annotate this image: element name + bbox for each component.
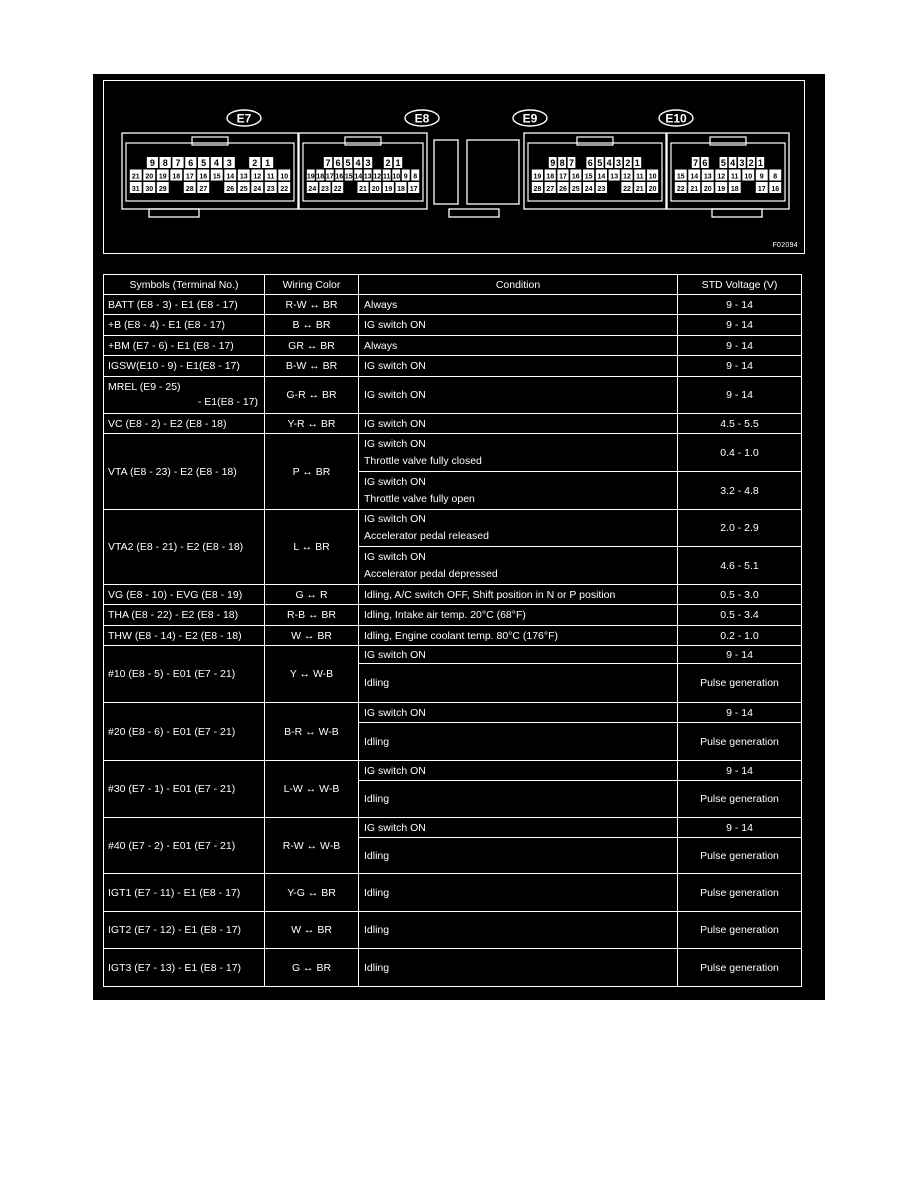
pin-number: 3 (365, 157, 371, 168)
pin-number: 18 (730, 185, 739, 193)
condition-line: IG switch ON (364, 513, 426, 525)
pin-number: 22 (333, 185, 342, 193)
voltage-cell: 9 - 14 (678, 703, 802, 723)
pin-number: 19 (717, 185, 726, 193)
pin-number: 16 (571, 173, 580, 181)
pin-number: 5 (201, 157, 207, 168)
table-row (104, 818, 802, 838)
pin-number: 14 (690, 173, 699, 181)
symbol-cell: BATT (E8 - 3) - E1 (E8 - 17) (104, 295, 265, 315)
pin-number: 13 (610, 173, 619, 181)
pin-number: 17 (559, 173, 567, 181)
condition-cell: IG switch ON (359, 761, 678, 781)
voltage-cell: 2.0 - 2.9 (678, 510, 802, 547)
pin-number: 10 (648, 173, 657, 181)
voltage-cell: 4.5 - 5.5 (678, 414, 802, 434)
pin-number: 12 (373, 173, 382, 181)
condition-cell: IG switch ON (359, 315, 678, 336)
table-row (104, 336, 802, 356)
housing-key (192, 137, 228, 145)
pin-number: 16 (199, 173, 208, 181)
table-row (104, 414, 802, 434)
ecm-connector-diagram (103, 80, 805, 254)
symbol-cell: VG (E8 - 10) - EVG (E8 - 19) (104, 585, 265, 605)
condition-cell: Idling (359, 874, 678, 912)
condition-line: Throttle valve fully closed (364, 454, 482, 467)
condition-cell: Idling (359, 781, 678, 818)
pin-number: 1 (757, 157, 763, 168)
pin-number: 31 (131, 185, 140, 193)
pin-number: 11 (636, 173, 644, 181)
condition-cell: IG switch ON (359, 646, 678, 664)
pin-number: 18 (316, 173, 325, 181)
wiring-color-cell: W ↔ BR (265, 912, 359, 949)
condition-line: Accelerator pedal depressed (364, 567, 498, 580)
pin-number: 10 (280, 173, 289, 181)
table-row (104, 510, 802, 547)
voltage-cell: 9 - 14 (678, 761, 802, 781)
condition-cell: IG switch ON (359, 818, 678, 838)
wiring-color-cell: R-B ↔ BR (265, 605, 359, 626)
pin-number: 13 (703, 173, 712, 181)
figure-code: F02094 (772, 242, 798, 249)
pin-number: 13 (239, 173, 248, 181)
pin-number: 20 (703, 185, 712, 193)
blank-module (434, 140, 458, 204)
pin-number: 19 (384, 185, 393, 193)
pin-number: 7 (175, 157, 181, 168)
table-row (104, 315, 802, 336)
table-row (104, 377, 802, 414)
symbol-cell: +B (E8 - 4) - E1 (E8 - 17) (104, 315, 265, 336)
pin-number: 28 (533, 185, 542, 193)
pin-number: 11 (267, 173, 275, 181)
wiring-color-cell: Y-G ↔ BR (265, 874, 359, 912)
voltage-cell: 9 - 14 (678, 315, 802, 336)
symbol-cell: VTA2 (E8 - 21) - E2 (E8 - 18) (104, 510, 265, 585)
pin-number: 7 (568, 157, 575, 168)
pin-number: 25 (239, 185, 248, 193)
pin-number: 21 (359, 185, 367, 193)
pin-number: 16 (771, 185, 780, 193)
pin-number: 29 (158, 185, 167, 193)
pin-number: 16 (335, 173, 344, 181)
connector-drawing (104, 81, 804, 253)
pin-number: 2 (252, 157, 258, 168)
condition-cell: Idling (359, 723, 678, 761)
voltage-cell: 9 - 14 (678, 295, 802, 315)
pin-number: 23 (597, 185, 606, 193)
symbol-cell: IGT3 (E7 - 13) - E1 (E8 - 17) (104, 949, 265, 987)
pin-number: 2 (748, 157, 754, 168)
table-row (104, 356, 802, 377)
condition-cell: IG switch ON (359, 377, 678, 414)
pin-number: 6 (188, 157, 194, 168)
condition-cell (359, 472, 678, 510)
voltage-cell: 9 - 14 (678, 646, 802, 664)
symbol-cell: IGT1 (E7 - 11) - E1 (E8 - 17) (104, 874, 265, 912)
pin-number: 5 (597, 157, 603, 168)
condition-cell: Idling (359, 912, 678, 949)
pin-number: 6 (587, 157, 593, 168)
pin-number: 17 (185, 173, 194, 181)
voltage-cell: 0.2 - 1.0 (678, 626, 802, 646)
condition-cell (359, 434, 678, 472)
pin-number: 9 (403, 173, 408, 181)
blank-module (467, 140, 519, 204)
pin-number: 7 (693, 157, 699, 168)
symbol-cell (104, 377, 265, 414)
table-row (104, 646, 802, 664)
condition-cell: Idling, Intake air temp. 20°C (68°F) (359, 605, 678, 626)
pin-number: 26 (226, 185, 235, 193)
condition-line: IG switch ON (364, 550, 426, 563)
pin-number: 21 (690, 185, 699, 193)
connector-label-e7: E7 (236, 111, 252, 126)
condition-cell: IG switch ON (359, 414, 678, 434)
voltage-cell: 3.2 - 4.8 (678, 472, 802, 510)
pin-number: 4 (730, 157, 736, 168)
pin-number: 8 (773, 173, 778, 181)
condition-line: Accelerator pedal released (364, 530, 489, 542)
pin-number: 9 (759, 173, 764, 181)
pin-number: 14 (354, 173, 363, 181)
pin-number: 24 (584, 185, 593, 193)
condition-cell (359, 547, 678, 585)
pin-number: 24 (308, 185, 317, 193)
symbol-cell: IGT2 (E7 - 12) - E1 (E8 - 17) (104, 912, 265, 949)
condition-line: Throttle valve fully open (364, 492, 475, 505)
condition-cell: Idling, A/C switch OFF, Shift position in N or P position (359, 585, 678, 605)
wiring-color-cell: Y-R ↔ BR (265, 414, 359, 434)
wiring-color-cell: G-R ↔ BR (265, 377, 359, 414)
pin-number: 22 (280, 185, 289, 193)
pin-number: 21 (635, 185, 644, 193)
header-std-voltage: STD Voltage (V) (678, 275, 802, 295)
pin-number: 1 (395, 157, 401, 168)
voltage-cell: 9 - 14 (678, 818, 802, 838)
pin-number: 4 (213, 157, 219, 168)
voltage-cell: Pulse generation (678, 664, 802, 703)
pin-number: 15 (676, 173, 685, 181)
pin-number: 18 (397, 185, 405, 193)
voltage-cell: Pulse generation (678, 874, 802, 912)
connector-label-e10: E10 (665, 111, 687, 126)
wiring-color-cell: G ↔ BR (265, 949, 359, 987)
pin-number: 4 (355, 157, 361, 168)
pin-number: 1 (634, 157, 640, 168)
pin-number: 2 (385, 157, 391, 168)
pin-number: 17 (757, 185, 766, 193)
symbol-line-1: MREL (E9 - 25) (108, 381, 181, 393)
pin-number: 26 (559, 185, 567, 193)
wiring-color-cell: G ↔ R (265, 585, 359, 605)
wiring-color-cell: B-W ↔ BR (265, 356, 359, 377)
pin-number: 14 (597, 173, 606, 181)
pin-number: 20 (648, 185, 657, 193)
table-row (104, 434, 802, 472)
wiring-color-cell: B-R ↔ W-B (265, 703, 359, 761)
symbol-cell: #30 (E7 - 1) - E01 (E7 - 21) (104, 761, 265, 818)
connector-label-e8: E8 (414, 111, 430, 126)
pin-number: 10 (392, 173, 401, 181)
voltage-cell: Pulse generation (678, 949, 802, 987)
pin-housing (671, 143, 785, 201)
pin-number: 19 (158, 173, 167, 181)
pin-number: 5 (345, 157, 351, 168)
pin-number: 4 (606, 157, 612, 168)
pin-number: 9 (149, 157, 155, 168)
pin-number: 3 (739, 157, 745, 168)
pin-number: 30 (145, 185, 154, 193)
condition-cell: Idling (359, 838, 678, 874)
pin-number: 2 (625, 157, 631, 168)
pin-number: 24 (253, 185, 262, 193)
condition-cell: IG switch ON (359, 703, 678, 723)
connector-latch (149, 209, 199, 217)
pin-number: 27 (546, 185, 555, 193)
wiring-color-cell: R-W ↔ W-B (265, 818, 359, 874)
table-row (104, 585, 802, 605)
symbol-cell: IGSW(E10 - 9) - E1(E8 - 17) (104, 356, 265, 377)
symbol-cell: VC (E8 - 2) - E2 (E8 - 18) (104, 414, 265, 434)
table-header-row (104, 275, 802, 295)
pin-number: 23 (266, 185, 275, 193)
symbol-cell: THW (E8 - 14) - E2 (E8 - 18) (104, 626, 265, 646)
voltage-cell: Pulse generation (678, 838, 802, 874)
voltage-cell: Pulse generation (678, 781, 802, 818)
connector-latch (712, 209, 762, 217)
pin-number: 11 (731, 173, 739, 181)
pin-number: 15 (584, 173, 593, 181)
pin-number: 9 (550, 157, 556, 168)
voltage-cell: Pulse generation (678, 723, 802, 761)
diagram-panel (93, 74, 825, 1000)
pin-number: 13 (363, 173, 372, 181)
voltage-cell: 4.6 - 5.1 (678, 547, 802, 585)
symbol-cell: #20 (E8 - 6) - E01 (E7 - 21) (104, 703, 265, 761)
pin-number: 19 (533, 173, 542, 181)
table-row (104, 703, 802, 723)
table-row (104, 626, 802, 646)
pin-number: 15 (212, 173, 221, 181)
pin-number: 17 (409, 185, 418, 193)
pin-number: 22 (676, 185, 685, 193)
wiring-color-cell: W ↔ BR (265, 626, 359, 646)
pin-number: 28 (185, 185, 194, 193)
terminal-voltage-table (103, 274, 802, 987)
table-row (104, 761, 802, 781)
pin-number: 14 (226, 173, 235, 181)
symbol-cell: +BM (E7 - 6) - E1 (E8 - 17) (104, 336, 265, 356)
pin-number: 8 (559, 157, 565, 168)
wiring-color-cell: L ↔ BR (265, 510, 359, 585)
voltage-cell: 0.5 - 3.0 (678, 585, 802, 605)
wiring-color-cell: P ↔ BR (265, 434, 359, 510)
symbol-cell: #40 (E7 - 2) - E01 (E7 - 21) (104, 818, 265, 874)
pin-number: 25 (571, 185, 580, 193)
voltage-cell: Pulse generation (678, 912, 802, 949)
voltage-cell: 9 - 14 (678, 336, 802, 356)
pin-number: 21 (131, 173, 140, 181)
pin-number: 6 (702, 157, 708, 168)
wiring-color-cell: R-W ↔ BR (265, 295, 359, 315)
header-symbols: Symbols (Terminal No.) (104, 275, 265, 295)
housing-key (577, 137, 613, 145)
pin-number: 7 (325, 157, 331, 168)
pin-number: 12 (253, 173, 262, 181)
voltage-cell: 9 - 14 (678, 356, 802, 377)
wiring-color-cell: Y ↔ W-B (265, 646, 359, 703)
condition-cell: Idling (359, 949, 678, 987)
condition-line: IG switch ON (364, 437, 426, 450)
pin-number: 3 (615, 157, 622, 168)
header-wiring-color: Wiring Color (265, 275, 359, 295)
wiring-color-cell: GR ↔ BR (265, 336, 359, 356)
symbol-cell: #10 (E8 - 5) - E01 (E7 - 21) (104, 646, 265, 703)
connector-label-e9: E9 (522, 111, 538, 126)
condition-cell (359, 510, 678, 547)
pin-number: 12 (623, 173, 631, 181)
pin-number: 6 (335, 157, 341, 168)
connector-latch (449, 209, 499, 217)
condition-cell: Idling, Engine coolant temp. 80°C (176°F) (359, 626, 678, 646)
condition-cell: IG switch ON (359, 356, 678, 377)
condition-line: IG switch ON (364, 475, 426, 488)
pin-number: 19 (306, 173, 315, 181)
voltage-cell: 0.4 - 1.0 (678, 434, 802, 472)
condition-cell: Idling (359, 664, 678, 703)
pin-number: 15 (344, 173, 353, 181)
table-row (104, 874, 802, 912)
wiring-color-cell: L-W ↔ W-B (265, 761, 359, 818)
pin-number: 12 (717, 173, 726, 181)
table-row (104, 605, 802, 626)
wiring-color-cell: B ↔ BR (265, 315, 359, 336)
pin-number: 20 (145, 173, 154, 181)
condition-cell: Always (359, 336, 678, 356)
table-row (104, 295, 802, 315)
pin-number: 18 (172, 173, 181, 181)
symbol-cell: THA (E8 - 22) - E2 (E8 - 18) (104, 605, 265, 626)
pin-number: 1 (265, 157, 271, 168)
housing-key (345, 137, 381, 145)
voltage-cell: 0.5 - 3.4 (678, 605, 802, 626)
table-row (104, 949, 802, 987)
condition-cell: Always (359, 295, 678, 315)
pin-number: 8 (162, 157, 168, 168)
pin-number: 22 (623, 185, 631, 193)
symbol-line-2: - E1(E8 - 17) (197, 396, 258, 408)
pin-number: 8 (413, 173, 418, 181)
voltage-cell: 9 - 14 (678, 377, 802, 414)
pin-number: 23 (321, 185, 329, 193)
pin-number: 3 (226, 157, 232, 168)
pin-number: 20 (371, 185, 380, 193)
pin-number: 10 (744, 173, 753, 181)
pin-number: 18 (546, 173, 555, 181)
pin-number: 17 (325, 173, 334, 181)
header-condition: Condition (359, 275, 678, 295)
pin-number: 11 (383, 173, 391, 181)
table-row (104, 912, 802, 949)
symbol-cell: VTA (E8 - 23) - E2 (E8 - 18) (104, 434, 265, 510)
pin-number: 27 (199, 185, 208, 193)
housing-key (710, 137, 746, 145)
pin-number: 5 (720, 157, 726, 168)
